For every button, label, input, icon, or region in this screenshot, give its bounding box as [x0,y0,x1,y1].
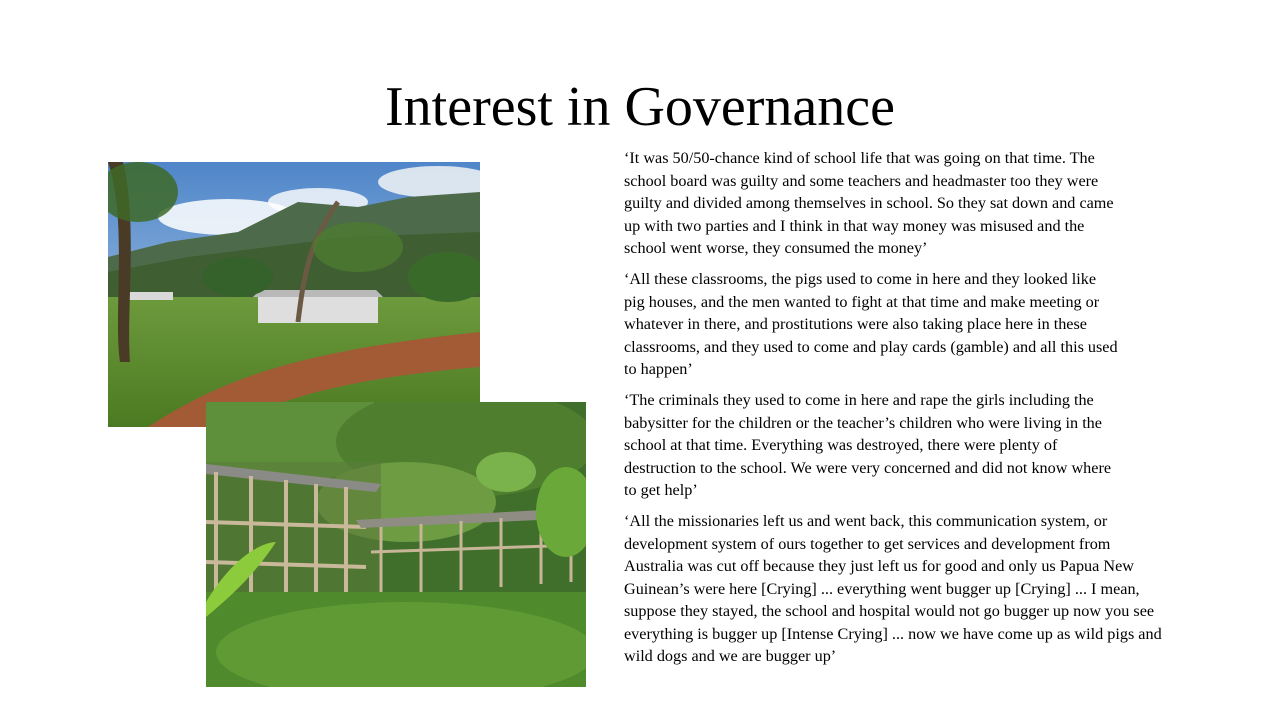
quote-criminals: ‘The criminals they used to come in here and rape the girls including the babysitter for the children or the teacher’s children who were living in the school at that time. Everything was destroyed, there were plenty of destruction to the school. We were very concerned and did not know where to get help’ [624,390,1112,500]
photo-school-grounds [108,162,480,427]
quote-classrooms: ‘All these classrooms, the pigs used to come in here and they looked like pig houses, and the men wanted to fight at that time and make meeting or whatever in there, and prostitutions were also taking place here in these classrooms, and they used to come and play cards (gamble) and all this used to happen’ [624,269,1118,379]
classroom-frames-image [206,402,586,687]
quote-missionaries: ‘All the missionaries left us and went back, this communication system, or development system of ours together to get services and development from Australia was cut off because they just left us for good and only us Papua New Guinean’s were here [Crying] ... everything went bugger up [Crying] ... I mean, suppose they stayed, the school and hospital would not go bugger up now you see everything is bugger up [Intense Crying] ... now we have come up as wild pigs and wild dogs and we are bugger up’ [624,511,1162,666]
slide-title: Interest in Governance [385,76,895,138]
quotes-column [624,147,1264,668]
photo-classroom-frames [206,402,586,687]
quote-school-life: ‘It was 50/50-chance kind of school life that was going on that time. The school board was guilty and some teachers and headmaster too they were guilty and divided among themselves in school. So they sat down and came up with two parties and I think in that way money was misused and the school went worse, they consumed the money’ [624,149,1114,258]
school-grounds-image [108,162,480,427]
